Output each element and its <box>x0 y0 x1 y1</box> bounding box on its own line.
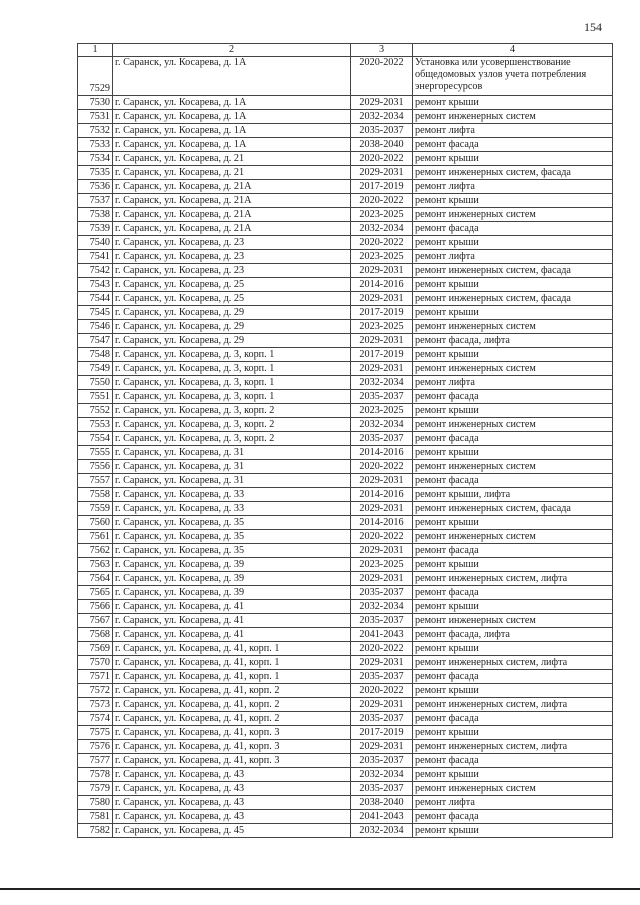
address-cell: г. Саранск, ул. Косарева, д. 21 <box>113 152 351 166</box>
period-cell: 2020-2022 <box>351 530 413 544</box>
period-cell: 2023-2025 <box>351 558 413 572</box>
period-cell: 2023-2025 <box>351 250 413 264</box>
table-row <box>78 726 613 740</box>
address-cell: г. Саранск, ул. Косарева, д. 35 <box>113 516 351 530</box>
row-number-cell: 7540 <box>78 236 113 250</box>
row-number-cell: 7575 <box>78 726 113 740</box>
row-number-cell: 7531 <box>78 110 113 124</box>
row-number-cell: 7539 <box>78 222 113 236</box>
table-row <box>78 208 613 222</box>
address-cell: г. Саранск, ул. Косарева, д. 1А <box>113 57 351 96</box>
address-cell: г. Саранск, ул. Косарева, д. 41, корп. 1 <box>113 670 351 684</box>
table-row <box>78 502 613 516</box>
address-cell: г. Саранск, ул. Косарева, д. 21А <box>113 208 351 222</box>
period-cell: 2035-2037 <box>351 586 413 600</box>
address-cell: г. Саранск, ул. Косарева, д. 41, корп. 2 <box>113 684 351 698</box>
period-cell: 2032-2034 <box>351 824 413 838</box>
row-number-cell: 7533 <box>78 138 113 152</box>
work-type-cell: ремонт инженерных систем <box>413 460 613 474</box>
period-cell: 2032-2034 <box>351 110 413 124</box>
period-cell: 2032-2034 <box>351 418 413 432</box>
table-row <box>78 57 613 96</box>
address-cell: г. Саранск, ул. Косарева, д. 43 <box>113 796 351 810</box>
work-type-cell: ремонт фасада <box>413 810 613 824</box>
period-cell: 2035-2037 <box>351 614 413 628</box>
period-cell: 2041-2043 <box>351 810 413 824</box>
work-type-cell: ремонт фасада <box>413 712 613 726</box>
period-cell: 2017-2019 <box>351 726 413 740</box>
address-cell: г. Саранск, ул. Косарева, д. 39 <box>113 558 351 572</box>
address-cell: г. Саранск, ул. Косарева, д. 21А <box>113 180 351 194</box>
period-cell: 2020-2022 <box>351 194 413 208</box>
address-cell: г. Саранск, ул. Косарева, д. 41 <box>113 628 351 642</box>
table-row <box>78 768 613 782</box>
table-row <box>78 432 613 446</box>
table-row <box>78 656 613 670</box>
table-row <box>78 446 613 460</box>
table-row <box>78 124 613 138</box>
row-number-cell: 7565 <box>78 586 113 600</box>
row-number-cell: 7529 <box>78 57 113 96</box>
table-row <box>78 222 613 236</box>
period-cell: 2029-2031 <box>351 362 413 376</box>
row-number-cell: 7571 <box>78 670 113 684</box>
row-number-cell: 7557 <box>78 474 113 488</box>
work-type-cell: ремонт инженерных систем, лифта <box>413 656 613 670</box>
address-cell: г. Саранск, ул. Косарева, д. 41, корп. 2 <box>113 712 351 726</box>
row-number-cell: 7544 <box>78 292 113 306</box>
address-cell: г. Саранск, ул. Косарева, д. 1А <box>113 110 351 124</box>
table-row <box>78 292 613 306</box>
column-1-header: 1 <box>78 44 113 57</box>
row-number-cell: 7553 <box>78 418 113 432</box>
period-cell: 2017-2019 <box>351 306 413 320</box>
row-number-cell: 7570 <box>78 656 113 670</box>
row-number-cell: 7556 <box>78 460 113 474</box>
work-type-cell: ремонт крыши <box>413 600 613 614</box>
work-type-cell: ремонт фасада <box>413 222 613 236</box>
period-cell: 2017-2019 <box>351 180 413 194</box>
work-type-cell: ремонт крыши <box>413 824 613 838</box>
period-cell: 2029-2031 <box>351 264 413 278</box>
work-type-cell: ремонт лифта <box>413 250 613 264</box>
period-cell: 2029-2031 <box>351 292 413 306</box>
table-row <box>78 320 613 334</box>
table-row <box>78 362 613 376</box>
work-type-cell: ремонт инженерных систем <box>413 782 613 796</box>
address-cell: г. Саранск, ул. Косарева, д. 41 <box>113 600 351 614</box>
table-row <box>78 516 613 530</box>
work-type-cell: ремонт крыши <box>413 642 613 656</box>
period-cell: 2035-2037 <box>351 782 413 796</box>
work-type-cell: ремонт крыши <box>413 684 613 698</box>
period-cell: 2035-2037 <box>351 390 413 404</box>
work-type-cell: ремонт инженерных систем, лифта <box>413 740 613 754</box>
period-cell: 2035-2037 <box>351 754 413 768</box>
period-cell: 2032-2034 <box>351 768 413 782</box>
table-row <box>78 824 613 838</box>
work-type-cell: ремонт фасада, лифта <box>413 628 613 642</box>
address-cell: г. Саранск, ул. Косарева, д. 21 <box>113 166 351 180</box>
work-type-cell: ремонт лифта <box>413 376 613 390</box>
row-number-cell: 7578 <box>78 768 113 782</box>
row-number-cell: 7579 <box>78 782 113 796</box>
table-row <box>78 614 613 628</box>
address-cell: г. Саранск, ул. Косарева, д. 39 <box>113 586 351 600</box>
table-row <box>78 194 613 208</box>
table-row <box>78 390 613 404</box>
table-row <box>78 572 613 586</box>
row-number-cell: 7581 <box>78 810 113 824</box>
period-cell: 2035-2037 <box>351 670 413 684</box>
work-type-cell: ремонт инженерных систем, фасада <box>413 264 613 278</box>
work-type-cell: ремонт крыши <box>413 194 613 208</box>
work-type-cell: ремонт инженерных систем <box>413 208 613 222</box>
repair-schedule-table <box>77 43 613 838</box>
table-row <box>78 488 613 502</box>
period-cell: 2023-2025 <box>351 320 413 334</box>
period-cell: 2029-2031 <box>351 656 413 670</box>
address-cell: г. Саранск, ул. Косарева, д. 23 <box>113 250 351 264</box>
row-number-cell: 7534 <box>78 152 113 166</box>
period-cell: 2029-2031 <box>351 96 413 110</box>
period-cell: 2029-2031 <box>351 544 413 558</box>
period-cell: 2038-2040 <box>351 796 413 810</box>
work-type-cell: ремонт крыши <box>413 516 613 530</box>
address-cell: г. Саранск, ул. Косарева, д. 41 <box>113 614 351 628</box>
work-type-cell: ремонт инженерных систем <box>413 418 613 432</box>
row-number-cell: 7580 <box>78 796 113 810</box>
address-cell: г. Саранск, ул. Косарева, д. 35 <box>113 544 351 558</box>
work-type-cell: ремонт инженерных систем, лифта <box>413 698 613 712</box>
table-row <box>78 586 613 600</box>
row-number-cell: 7563 <box>78 558 113 572</box>
table-row <box>78 348 613 362</box>
page-number: 154 <box>584 20 602 34</box>
period-cell: 2035-2037 <box>351 124 413 138</box>
address-cell: г. Саранск, ул. Косарева, д. 41, корп. 2 <box>113 698 351 712</box>
address-cell: г. Саранск, ул. Косарева, д. 25 <box>113 278 351 292</box>
table-row <box>78 628 613 642</box>
work-type-cell: ремонт инженерных систем <box>413 362 613 376</box>
period-cell: 2035-2037 <box>351 712 413 726</box>
address-cell: г. Саранск, ул. Косарева, д. 3, корп. 2 <box>113 404 351 418</box>
table-row <box>78 642 613 656</box>
period-cell: 2029-2031 <box>351 740 413 754</box>
address-cell: г. Саранск, ул. Косарева, д. 39 <box>113 572 351 586</box>
table-row <box>78 670 613 684</box>
work-type-cell: ремонт лифта <box>413 180 613 194</box>
period-cell: 2023-2025 <box>351 208 413 222</box>
period-cell: 2032-2034 <box>351 600 413 614</box>
address-cell: г. Саранск, ул. Косарева, д. 3, корп. 1 <box>113 376 351 390</box>
row-number-cell: 7574 <box>78 712 113 726</box>
address-cell: г. Саранск, ул. Косарева, д. 3, корп. 2 <box>113 432 351 446</box>
period-cell: 2020-2022 <box>351 642 413 656</box>
row-number-cell: 7560 <box>78 516 113 530</box>
address-cell: г. Саранск, ул. Косарева, д. 3, корп. 2 <box>113 418 351 432</box>
table-row <box>78 166 613 180</box>
work-type-cell: ремонт крыши <box>413 726 613 740</box>
row-number-cell: 7530 <box>78 96 113 110</box>
work-type-cell: ремонт фасада <box>413 754 613 768</box>
table-row <box>78 418 613 432</box>
address-cell: г. Саранск, ул. Косарева, д. 23 <box>113 264 351 278</box>
table-row <box>78 138 613 152</box>
address-cell: г. Саранск, ул. Косарева, д. 21А <box>113 222 351 236</box>
period-cell: 2029-2031 <box>351 502 413 516</box>
row-number-cell: 7582 <box>78 824 113 838</box>
address-cell: г. Саранск, ул. Косарева, д. 41, корп. 3 <box>113 726 351 740</box>
address-cell: г. Саранск, ул. Косарева, д. 41, корп. 3 <box>113 740 351 754</box>
table-row <box>78 236 613 250</box>
row-number-cell: 7555 <box>78 446 113 460</box>
row-number-cell: 7537 <box>78 194 113 208</box>
period-cell: 2023-2025 <box>351 404 413 418</box>
table-row <box>78 600 613 614</box>
table-row <box>78 810 613 824</box>
period-cell: 2017-2019 <box>351 348 413 362</box>
address-cell: г. Саранск, ул. Косарева, д. 29 <box>113 334 351 348</box>
row-number-cell: 7549 <box>78 362 113 376</box>
table-row <box>78 754 613 768</box>
period-cell: 2014-2016 <box>351 278 413 292</box>
table-row <box>78 376 613 390</box>
work-type-cell: ремонт крыши <box>413 236 613 250</box>
work-type-cell: ремонт крыши <box>413 768 613 782</box>
period-cell: 2020-2022 <box>351 460 413 474</box>
work-type-cell: ремонт лифта <box>413 124 613 138</box>
row-number-cell: 7542 <box>78 264 113 278</box>
address-cell: г. Саранск, ул. Косарева, д. 1А <box>113 138 351 152</box>
column-4-header: 4 <box>413 44 613 57</box>
table-row <box>78 558 613 572</box>
period-cell: 2014-2016 <box>351 488 413 502</box>
row-number-cell: 7573 <box>78 698 113 712</box>
work-type-cell: ремонт крыши <box>413 404 613 418</box>
period-cell: 2020-2022 <box>351 152 413 166</box>
table-row <box>78 740 613 754</box>
table-row <box>78 334 613 348</box>
row-number-cell: 7532 <box>78 124 113 138</box>
row-number-cell: 7550 <box>78 376 113 390</box>
row-number-cell: 7564 <box>78 572 113 586</box>
address-cell: г. Саранск, ул. Косарева, д. 31 <box>113 446 351 460</box>
address-cell: г. Саранск, ул. Косарева, д. 3, корп. 1 <box>113 348 351 362</box>
period-cell: 2032-2034 <box>351 376 413 390</box>
table-row <box>78 180 613 194</box>
row-number-cell: 7562 <box>78 544 113 558</box>
address-cell: г. Саранск, ул. Косарева, д. 3, корп. 1 <box>113 362 351 376</box>
bottom-scan-edge <box>0 888 640 890</box>
row-number-cell: 7552 <box>78 404 113 418</box>
period-cell: 2020-2022 <box>351 57 413 96</box>
table-row <box>78 278 613 292</box>
table-row <box>78 152 613 166</box>
row-number-cell: 7576 <box>78 740 113 754</box>
work-type-cell: ремонт крыши <box>413 278 613 292</box>
address-cell: г. Саранск, ул. Косарева, д. 43 <box>113 810 351 824</box>
work-type-cell: Установка или усовершенствование общедомовых узлов учета потребления энергоресурсов <box>413 57 613 96</box>
row-number-cell: 7548 <box>78 348 113 362</box>
work-type-cell: ремонт фасада <box>413 390 613 404</box>
period-cell: 2014-2016 <box>351 446 413 460</box>
address-cell: г. Саранск, ул. Косарева, д. 29 <box>113 320 351 334</box>
table-row <box>78 460 613 474</box>
work-type-cell: ремонт фасада <box>413 544 613 558</box>
period-cell: 2014-2016 <box>351 516 413 530</box>
row-number-cell: 7558 <box>78 488 113 502</box>
work-type-cell: ремонт фасада <box>413 474 613 488</box>
row-number-cell: 7545 <box>78 306 113 320</box>
address-cell: г. Саранск, ул. Косарева, д. 3, корп. 1 <box>113 390 351 404</box>
period-cell: 2029-2031 <box>351 474 413 488</box>
address-cell: г. Саранск, ул. Косарева, д. 43 <box>113 768 351 782</box>
table-row <box>78 404 613 418</box>
row-number-cell: 7566 <box>78 600 113 614</box>
work-type-cell: ремонт инженерных систем <box>413 320 613 334</box>
work-type-cell: ремонт инженерных систем, лифта <box>413 572 613 586</box>
address-cell: г. Саранск, ул. Косарева, д. 41, корп. 1 <box>113 642 351 656</box>
address-cell: г. Саранск, ул. Косарева, д. 31 <box>113 460 351 474</box>
period-cell: 2029-2031 <box>351 166 413 180</box>
column-3-header: 3 <box>351 44 413 57</box>
table-row <box>78 264 613 278</box>
address-cell: г. Саранск, ул. Косарева, д. 1А <box>113 96 351 110</box>
row-number-cell: 7559 <box>78 502 113 516</box>
row-number-cell: 7561 <box>78 530 113 544</box>
table-row <box>78 544 613 558</box>
row-number-cell: 7547 <box>78 334 113 348</box>
row-number-cell: 7541 <box>78 250 113 264</box>
row-number-cell: 7567 <box>78 614 113 628</box>
work-type-cell: ремонт крыши <box>413 558 613 572</box>
row-number-cell: 7568 <box>78 628 113 642</box>
address-cell: г. Саранск, ул. Косарева, д. 45 <box>113 824 351 838</box>
work-type-cell: ремонт крыши <box>413 152 613 166</box>
period-cell: 2029-2031 <box>351 572 413 586</box>
work-type-cell: ремонт крыши <box>413 446 613 460</box>
table-row <box>78 530 613 544</box>
period-cell: 2038-2040 <box>351 138 413 152</box>
table-body <box>78 57 613 838</box>
address-cell: г. Саранск, ул. Косарева, д. 41, корп. 3 <box>113 754 351 768</box>
address-cell: г. Саранск, ул. Косарева, д. 23 <box>113 236 351 250</box>
row-number-cell: 7551 <box>78 390 113 404</box>
row-number-cell: 7538 <box>78 208 113 222</box>
work-type-cell: ремонт фасада <box>413 586 613 600</box>
table-row <box>78 306 613 320</box>
address-cell: г. Саранск, ул. Косарева, д. 21А <box>113 194 351 208</box>
row-number-cell: 7543 <box>78 278 113 292</box>
row-number-cell: 7546 <box>78 320 113 334</box>
row-number-cell: 7535 <box>78 166 113 180</box>
table-row <box>78 712 613 726</box>
work-type-cell: ремонт лифта <box>413 796 613 810</box>
row-number-cell: 7569 <box>78 642 113 656</box>
table-row <box>78 796 613 810</box>
work-type-cell: ремонт крыши <box>413 348 613 362</box>
address-cell: г. Саранск, ул. Косарева, д. 25 <box>113 292 351 306</box>
work-type-cell: ремонт фасада <box>413 670 613 684</box>
address-cell: г. Саранск, ул. Косарева, д. 1А <box>113 124 351 138</box>
row-number-cell: 7536 <box>78 180 113 194</box>
period-cell: 2041-2043 <box>351 628 413 642</box>
work-type-cell: ремонт крыши, лифта <box>413 488 613 502</box>
work-type-cell: ремонт инженерных систем, фасада <box>413 166 613 180</box>
address-cell: г. Саранск, ул. Косарева, д. 35 <box>113 530 351 544</box>
address-cell: г. Саранск, ул. Косарева, д. 41, корп. 1 <box>113 656 351 670</box>
period-cell: 2035-2037 <box>351 432 413 446</box>
address-cell: г. Саранск, ул. Косарева, д. 33 <box>113 488 351 502</box>
table-row <box>78 96 613 110</box>
period-cell: 2020-2022 <box>351 236 413 250</box>
work-type-cell: ремонт крыши <box>413 96 613 110</box>
address-cell: г. Саранск, ул. Косарева, д. 31 <box>113 474 351 488</box>
work-type-cell: ремонт фасада <box>413 432 613 446</box>
work-type-cell: ремонт фасада <box>413 138 613 152</box>
work-type-cell: ремонт инженерных систем <box>413 614 613 628</box>
table-row <box>78 698 613 712</box>
table-row <box>78 474 613 488</box>
work-type-cell: ремонт фасада, лифта <box>413 334 613 348</box>
table-row <box>78 110 613 124</box>
row-number-cell: 7572 <box>78 684 113 698</box>
address-cell: г. Саранск, ул. Косарева, д. 29 <box>113 306 351 320</box>
address-cell: г. Саранск, ул. Косарева, д. 33 <box>113 502 351 516</box>
row-number-cell: 7554 <box>78 432 113 446</box>
address-cell: г. Саранск, ул. Косарева, д. 43 <box>113 782 351 796</box>
period-cell: 2029-2031 <box>351 334 413 348</box>
column-2-header: 2 <box>113 44 351 57</box>
work-type-cell: ремонт крыши <box>413 306 613 320</box>
period-cell: 2029-2031 <box>351 698 413 712</box>
table-row <box>78 782 613 796</box>
work-type-cell: ремонт инженерных систем, фасада <box>413 292 613 306</box>
period-cell: 2032-2034 <box>351 222 413 236</box>
period-cell: 2020-2022 <box>351 684 413 698</box>
column-number-row <box>78 44 613 57</box>
row-number-cell: 7577 <box>78 754 113 768</box>
work-type-cell: ремонт инженерных систем, фасада <box>413 502 613 516</box>
table-row <box>78 684 613 698</box>
work-type-cell: ремонт инженерных систем <box>413 530 613 544</box>
table-row <box>78 250 613 264</box>
work-type-cell: ремонт инженерных систем <box>413 110 613 124</box>
